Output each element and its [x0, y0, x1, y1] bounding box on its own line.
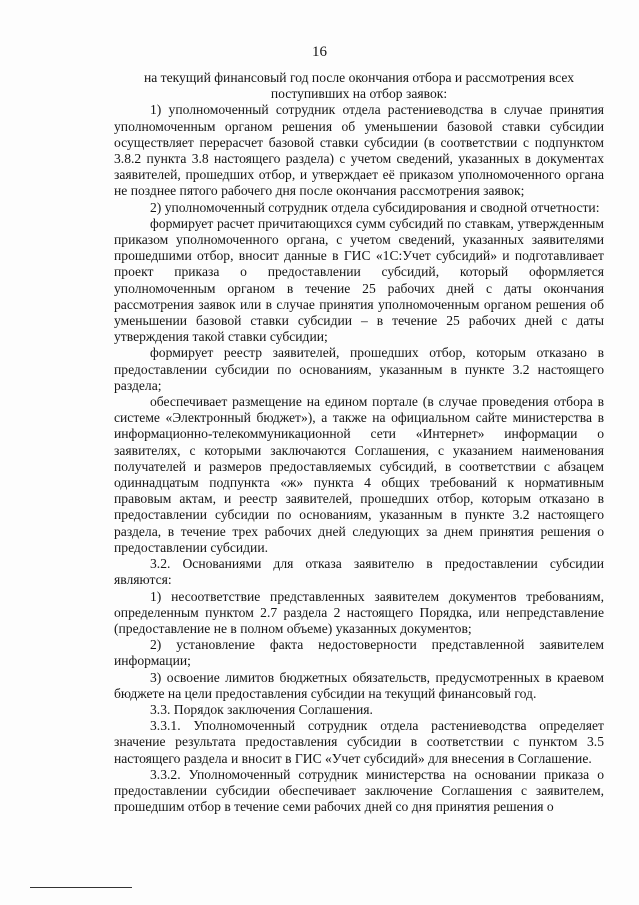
paragraph-registry: формирует реестр заявителей, прошедших отбор, которым отказано в предоставлении субсидии по основаниям, указанным в пункте 3.2 настоящего раздела; — [114, 345, 604, 393]
paragraph-calculation: формирует расчет причитающихся сумм субсидий по ставкам, утвержденным приказом уполномоченного органа, с учетом сведений, указанных заявителями прошедшими отбор, вносит данные в ГИС «1С:Учет субсидий» и подготавливает проект приказа о предоставлении субсидий, который оформляется уполномоченным органом в течение 25 рабочих дней с даты окончания рассмотрения заявок или в случае принятия уполномоченным органом решения об уменьшении базовой ставки субсидии – в течение 25 рабочих дней с даты утверждения такой ставки субсидии; — [114, 215, 604, 345]
paragraph-section-3-3-1: 3.3.1. Уполномоченный сотрудник отдела растениеводства определяет значение результата предоставления субсидии в соответствии с пунктом 3.5 настоящего раздела и вносит в ГИС «Учет субсидий» для внесения в Соглашение. — [114, 718, 604, 766]
paragraph-reason-1: 1) несоответствие представленных заявителем документов требованиям, определенным пунктом 2.7 раздела 2 настоящего Порядка, или непредставление (предоставление не в полном объеме) указанных документов; — [114, 588, 604, 636]
paragraph-item-1: 1) уполномоченный сотрудник отдела растениеводства в случае принятия уполномоченным органом решения об уменьшении базовой ставки субсидии осуществляет перерасчет базовой ставки субсидии (в соответствии с подпунктом 3.8.2 пункта 3.8 настоящего раздела) с учетом сведений, указанных в документах заявителей, прошедших отбор, и утверждает её приказом уполномоченного органа не позднее пятого рабочего дня после окончания рассмотрения заявок; — [114, 102, 604, 199]
paragraph-publication: обеспечивает размещение на едином портале (в случае проведения отбора в системе «Электронный бюджет»), а также на официальном сайте министерства в информационно-телекоммуникационной сети «Интернет» информации о заявителях, с которыми заключаются Соглашения, с указанием наименования получателей и размеров предоставляемых субсидий, в соответствии с абзацем одиннадцатым подпункта «ж» пункта 4 общих требований к нормативным правовым актам, и реестр заявителей, прошедших отбор, которым отказано в предоставлении субсидии по основаниям, указанным в пункте 3.2 настоящего раздела, в течение трех рабочих дней следующих за днем принятия решения о предоставлении субсидии. — [114, 394, 604, 555]
footnote-separator — [30, 887, 132, 888]
paragraph-continuation: на текущий финансовый год после окончания отбора и рассмотрения всех поступивших на отбор заявок: — [143, 70, 575, 102]
body-text — [114, 70, 604, 815]
paragraph-item-2: 2) уполномоченный сотрудник отдела субсидирования и сводной отчетности: — [150, 199, 600, 215]
paragraph-section-3-3: 3.3. Порядок заключения Соглашения. — [150, 701, 373, 717]
page-number: 16 — [312, 44, 327, 60]
paragraph-reason-2: 2) установление факта недостоверности представленной заявителем информации; — [114, 637, 604, 669]
paragraph-section-3-3-2: 3.3.2. Уполномоченный сотрудник министерства на основании приказа о предоставлении субсидии обеспечивает заключение Соглашения с заявителем, прошедшим отбор в течение семи рабочих дней со дня принятия решения о — [114, 766, 604, 815]
paragraph-section-3-2: 3.2. Основаниями для отказа заявителю в предоставлении субсидии являются: — [114, 556, 604, 588]
paragraph-reason-3: 3) освоение лимитов бюджетных обязательств, предусмотренных в краевом бюджете на цели предоставления субсидии на текущий финансовый год. — [114, 669, 604, 701]
